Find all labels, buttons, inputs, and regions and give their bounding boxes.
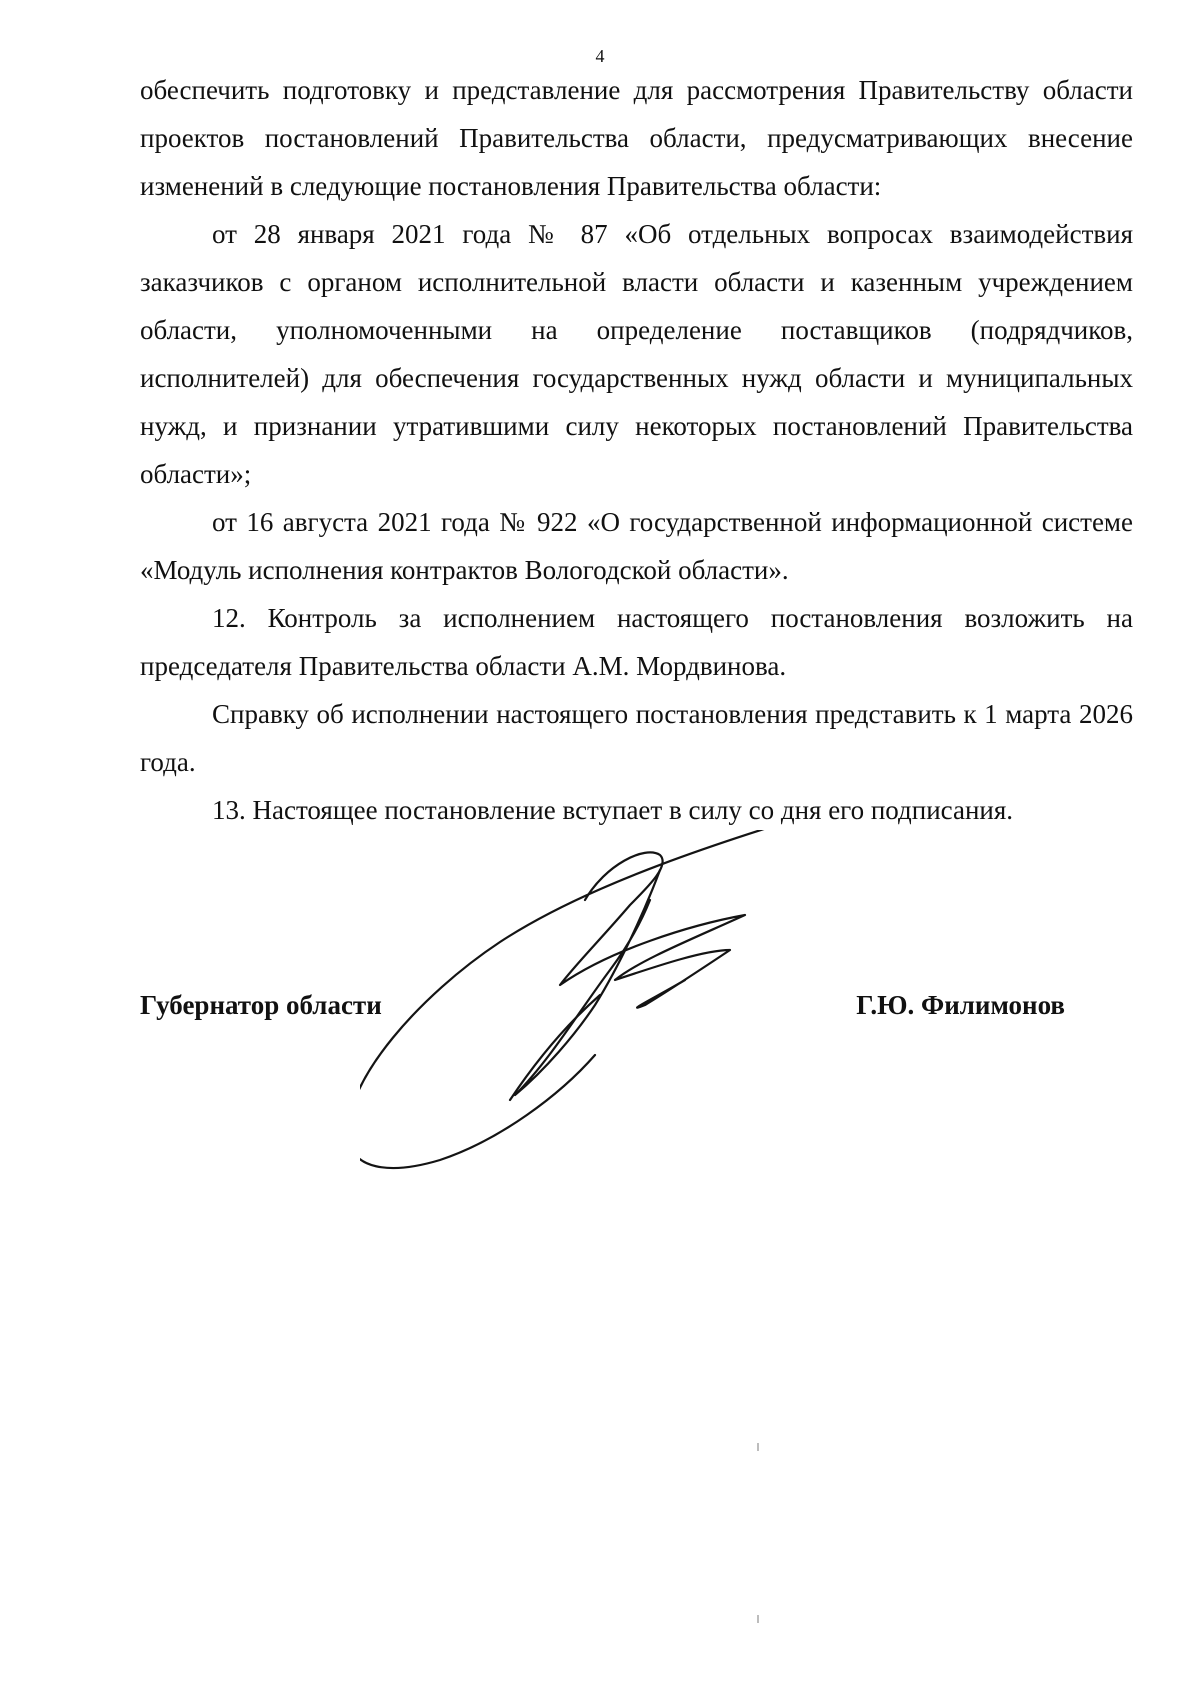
- document-body: [140, 66, 1133, 834]
- signatory-title: Губернатор области: [140, 990, 382, 1020]
- signatory-name: Г.Ю. Филимонов: [856, 990, 1065, 1020]
- signature-zigzag-stroke: [560, 852, 745, 1007]
- page-number: 4: [595, 46, 605, 66]
- paragraph-resolution-87: от 28 января 2021 года № 87 «Об отдельных вопросах взаимодействия заказчиков с органом исполнительной власти области и казенным учреждением области, уполномоченными на определение поставщиков (подрядчиков, исполнителей) для обеспечения государственных нужд области и муниципальных нужд, и признании утратившими силу некоторых постановлений Правительства области»;: [140, 219, 1133, 489]
- paragraph-resolution-922: от 16 августа 2021 года № 922 «О государственной информационной системе «Модуль исполнения контрактов Вологодской области».: [140, 507, 1133, 585]
- paragraph-item-13: 13. Настоящее постановление вступает в силу со дня его подписания.: [212, 795, 1014, 825]
- scan-artifact: [757, 1443, 759, 1451]
- signature-block: [140, 990, 1133, 1050]
- scan-artifact: [757, 1615, 759, 1623]
- paragraph-intro: обеспечить подготовку и представление для рассмотрения Правительству области проектов постановлений Правительства области, предусматривающих внесение изменений в следующие постановления Правительства области:: [140, 75, 1133, 201]
- paragraph-item-12: 12. Контроль за исполнением настоящего постановления возложить на председателя Правительства области А.М. Мордвинова.: [140, 603, 1133, 681]
- paragraph-report: Справку об исполнении настоящего постановления представить к 1 марта 2026 года.: [140, 699, 1133, 777]
